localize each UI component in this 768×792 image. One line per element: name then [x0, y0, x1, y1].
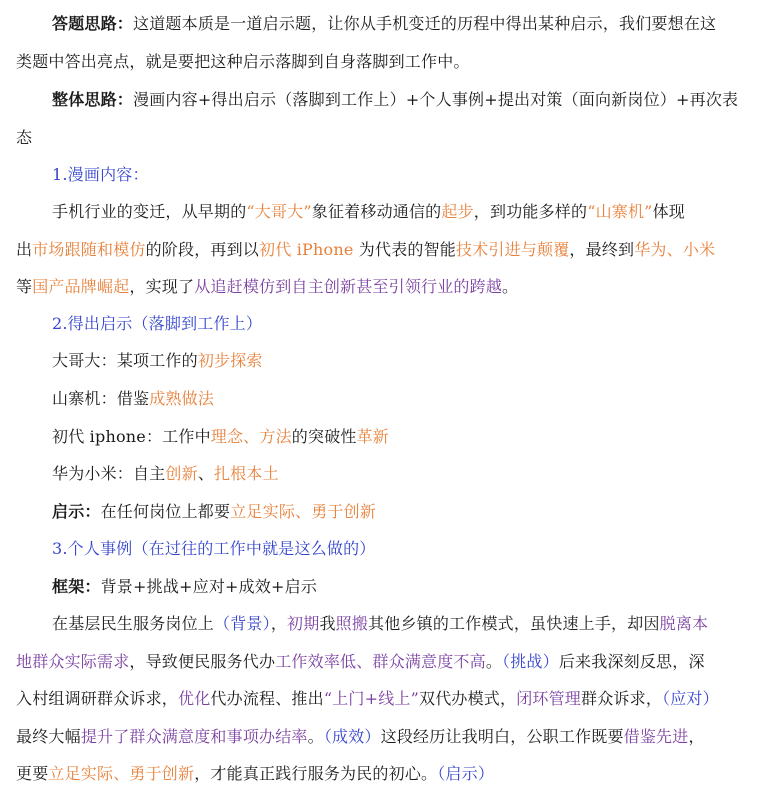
text: 在基层民生服务岗位上: [52, 614, 215, 633]
highlight: 成熟做法: [149, 389, 215, 408]
inspiration-summary: [52, 502, 768, 522]
text: 更要: [16, 764, 49, 783]
highlight: 技术引进与颠覆: [456, 240, 570, 259]
highlight-purple: “上门+线上”: [323, 689, 419, 708]
inspiration-item-2: [52, 389, 768, 409]
text: 出: [16, 240, 33, 259]
text: 双代办模式，: [419, 689, 517, 708]
framework-text: 背景+挑战+应对+成效+启示: [100, 577, 318, 596]
highlight: 革新: [356, 427, 390, 446]
text: ，导致便民服务代办: [129, 652, 276, 671]
text: 代办流程、推出: [210, 689, 324, 708]
highlight-purple: 初期: [287, 614, 320, 633]
text: ，最终到: [569, 240, 635, 259]
text: 。: [485, 652, 503, 671]
highlight: 立足实际、勇于创新: [230, 502, 377, 521]
overall-approach-label: 整体思路：: [52, 90, 134, 109]
highlight: 市场跟随和模仿: [32, 240, 146, 259]
highlight-purple: 照搬: [335, 614, 369, 633]
highlight-purple: 闭环管理: [516, 689, 582, 708]
item-label: 初代 iphone：: [52, 427, 163, 446]
text: 其他乡镇的工作模式，虽快速上手，却因: [368, 614, 660, 633]
overall-approach-text-cont: 态: [16, 128, 33, 147]
text: 后来我深刻反思，深: [558, 652, 705, 671]
inspiration-item-4: [52, 464, 768, 484]
highlight: 国产品牌崛起: [32, 277, 130, 296]
highlight: 起步: [441, 202, 474, 221]
overall-approach-line-2: [16, 128, 768, 148]
highlight: 创新: [165, 464, 198, 483]
highlight: 初代 iPhone: [259, 240, 359, 259]
highlight-purple: 地群众实际需求: [16, 652, 130, 671]
text: 为代表的智能: [358, 240, 456, 259]
text: 的阶段，再到以: [145, 240, 260, 259]
text: ，才能真正践行服务为民的初心。: [194, 764, 438, 783]
text: 体现: [652, 202, 685, 221]
answer-approach-label: 答题思路：: [52, 14, 134, 33]
text: 我: [319, 614, 336, 633]
highlight-purple: 工作效率低、群众满意度不高: [275, 652, 486, 671]
tag-inspiration: （启示）: [437, 764, 495, 783]
text: 的突破性: [291, 427, 357, 446]
section-1-line-1: [52, 202, 768, 222]
text: ，: [688, 727, 705, 746]
text: 工作中: [162, 427, 211, 446]
section-3-line-4: [16, 727, 768, 747]
answer-approach-text: 这道题本质是一道启示题，让你从手机变迁的历程中得出某种启示，我们要想在这: [133, 14, 717, 33]
text: ，实现了: [129, 277, 195, 296]
text: 象征着移动通信的: [311, 202, 442, 221]
section-3-line-5: [16, 764, 768, 784]
section-1-line-2: [16, 240, 768, 260]
inspiration-item-3: [52, 427, 768, 447]
highlight: “大哥大”: [246, 202, 312, 221]
text: 入村组调研群众诉求，: [16, 689, 179, 708]
section-1-heading: 1.漫画内容：: [52, 165, 149, 184]
highlight: 理念、方法: [210, 427, 292, 446]
highlight: 华为、小米: [634, 240, 716, 259]
section-3-line-1: [52, 614, 768, 634]
section-2-heading: 2.得出启示（落脚到工作上）: [52, 314, 263, 333]
answer-approach-text-cont: 类题中答出亮点，就是要把这种启示落脚到自身落脚到工作中。: [16, 52, 470, 71]
highlight-purple: 借鉴先进: [623, 727, 689, 746]
text: 最终大幅: [16, 727, 81, 746]
overall-approach-line-1: [52, 90, 768, 110]
highlight: 立足实际、勇于创新: [48, 764, 195, 783]
section-3-heading: 3.个人事例（在过往的工作中就是这么做的）: [52, 539, 376, 558]
tag-result: （成效）: [323, 727, 381, 746]
tag-background: （背景）: [214, 614, 271, 633]
item-label: 启示：: [52, 502, 101, 521]
item-label: 山寨机：: [52, 389, 117, 408]
text: 。: [502, 277, 519, 296]
item-label: 大哥大：: [52, 351, 117, 370]
section-1-line-3: [16, 277, 768, 297]
text: 借鉴: [116, 389, 150, 408]
text: 、: [197, 464, 215, 483]
highlight: 扎根本土: [214, 464, 279, 483]
text: 在任何岗位上都要: [100, 502, 231, 521]
answer-approach-line-2: [16, 52, 768, 72]
overall-approach-text: 漫画内容+得出启示（落脚到工作上）+个人事例+提出对策（面向新岗位）+再次表: [133, 90, 739, 109]
highlight-purple: 脱离本: [659, 614, 709, 633]
framework-line: [52, 577, 768, 597]
answer-approach-line-1: [52, 14, 768, 34]
inspiration-item-1: [52, 351, 768, 371]
framework-label: 框架：: [52, 577, 101, 596]
text: 等: [16, 277, 33, 296]
text: ，到功能多样的: [473, 202, 588, 221]
highlight-purple: 从追赶模仿到自主创新甚至引领行业的跨越: [194, 277, 503, 296]
section-3-line-3: [16, 689, 768, 709]
highlight: “山寨机”: [587, 202, 653, 221]
text: ，: [270, 614, 288, 633]
text: 自主: [133, 464, 166, 483]
highlight-purple: 优化: [178, 689, 211, 708]
text: 群众诉求，: [581, 689, 663, 708]
highlight-purple: 提升了群众满意度和事项办结率: [80, 727, 308, 746]
section-3-line-2: [16, 652, 768, 672]
text: 这段经历让我明白，公职工作既要: [380, 727, 624, 746]
tag-challenge: （挑战）: [502, 652, 559, 671]
text: 手机行业的变迁，从早期的: [52, 202, 247, 221]
item-label: 华为小米：: [52, 464, 134, 483]
text: 某项工作的: [116, 351, 198, 370]
highlight: 初步探索: [197, 351, 263, 370]
text: 。: [307, 727, 324, 746]
tag-response: （应对）: [662, 689, 719, 708]
